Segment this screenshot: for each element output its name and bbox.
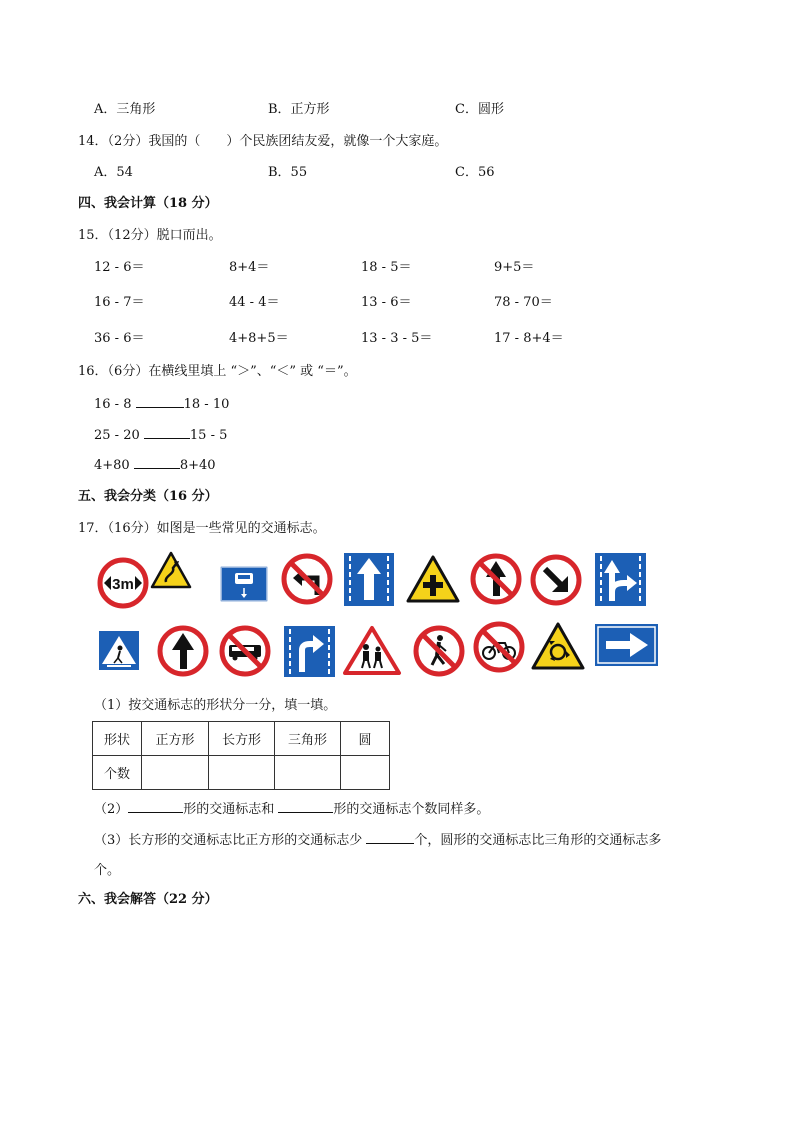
q15-item: 13 - 6＝	[361, 295, 412, 310]
right-down-arrow-sign-icon	[533, 557, 579, 603]
answer-blank[interactable]	[366, 831, 414, 844]
q15-stem: 15．（12分）脱口而出。	[78, 228, 222, 243]
q16-right: 15 - 5	[189, 428, 228, 443]
table-header-row	[93, 722, 390, 756]
q16-left: 4+80	[94, 458, 130, 473]
table-header-cell: 圆	[341, 722, 390, 756]
q15-item: 9+5＝	[494, 260, 535, 275]
q13-option-c: C．圆形	[455, 102, 504, 117]
table-header-cell: 正方形	[142, 722, 209, 756]
section-5-title: 五、我会分类（16 分）	[78, 489, 218, 504]
q17-part3-a: （3）长方形的交通标志比正方形的交通标志少	[94, 833, 367, 848]
one-way-lane-sign-icon	[344, 553, 394, 606]
answer-cell[interactable]	[341, 756, 390, 790]
q15-item: 44 - 4＝	[229, 295, 280, 310]
table-row	[93, 756, 390, 790]
q17-part2-suffix: 形的交通标志个数同样多。	[333, 802, 490, 817]
children-warning-sign-icon	[345, 628, 399, 673]
q15-item: 4+8+5＝	[229, 331, 289, 346]
q17-part2-mid: 形的交通标志和	[183, 802, 279, 817]
height-limit-sign-icon	[100, 560, 146, 606]
no-bicycles-sign-icon	[476, 624, 522, 670]
q15-item: 78 - 70＝	[494, 295, 553, 310]
answer-cell[interactable]	[209, 756, 275, 790]
no-pedestrians-sign-icon	[416, 628, 462, 674]
right-turn-lane-sign-icon	[284, 626, 335, 677]
q17-part1: （1）按交通标志的形状分一分，填一填。	[94, 698, 337, 713]
q14-option-c: C．56	[455, 165, 495, 180]
q17-stem: 17．（16分）如图是一些常见的交通标志。	[78, 521, 326, 536]
q15-item: 16 - 7＝	[94, 295, 145, 310]
q16-stem: 16．（6分）在横线里填上 “＞”、“＜” 或 “＝”。	[78, 364, 357, 379]
q17-part2	[94, 800, 489, 819]
height-limit-text: 3m	[112, 576, 134, 593]
q15-item: 13 - 3 - 5＝	[361, 331, 433, 346]
q17-part3-b: 个，圆形的交通标志比三角形的交通标志多	[414, 833, 662, 848]
answer-cell[interactable]	[275, 756, 341, 790]
section-4-title: 四、我会计算（18 分）	[78, 196, 218, 211]
roundabout-warning-sign-icon	[533, 624, 583, 668]
no-straight-sign-icon	[473, 556, 519, 602]
q15-item: 36 - 6＝	[94, 331, 145, 346]
no-left-turn-sign-icon	[284, 556, 330, 602]
no-bus-sign-icon	[222, 628, 268, 674]
table-row-label: 个数	[93, 756, 142, 790]
straight-only-sign-icon	[160, 628, 206, 674]
answer-cell[interactable]	[142, 756, 209, 790]
q16-left: 16 - 8	[94, 397, 132, 412]
q14-option-b: B．55	[268, 165, 308, 180]
q15-item: 12 - 6＝	[94, 260, 145, 275]
q16-right: 8+40	[179, 458, 216, 473]
q17-part2-prefix: （2）	[94, 802, 129, 817]
right-direction-sign-icon	[595, 624, 658, 666]
answer-blank[interactable]	[128, 800, 183, 813]
q15-item: 8+4＝	[229, 260, 270, 275]
q14-stem: 14．（2分）我国的（ ）个民族团结友爱，就像一个大家庭。	[78, 134, 448, 149]
shape-count-table	[92, 721, 390, 790]
q13-option-a: A．三角形	[94, 102, 156, 117]
pedestrian-crossing-sign-icon	[99, 631, 139, 670]
q17-part3-line2: 个。	[94, 863, 121, 878]
table-header-cell: 三角形	[275, 722, 341, 756]
q16-left: 25 - 20	[94, 428, 140, 443]
q15-item: 18 - 5＝	[361, 260, 412, 275]
table-header-cell: 长方形	[209, 722, 275, 756]
q17-part3	[94, 831, 661, 850]
crossroad-warning-sign-icon	[408, 557, 458, 601]
section-6-title: 六、我会解答（22 分）	[78, 892, 218, 907]
answer-blank[interactable]	[278, 800, 333, 813]
bus-lane-sign-icon	[221, 567, 267, 601]
q14-option-a: A．54	[94, 165, 133, 180]
table-header-cell: 形状	[93, 722, 142, 756]
q15-item: 17 - 8+4＝	[494, 331, 564, 346]
winding-road-warning-sign-icon	[152, 553, 190, 587]
q13-option-b: B．正方形	[268, 102, 330, 117]
q16-right: 18 - 10	[183, 397, 230, 412]
straight-or-right-lane-sign-icon	[595, 553, 646, 606]
